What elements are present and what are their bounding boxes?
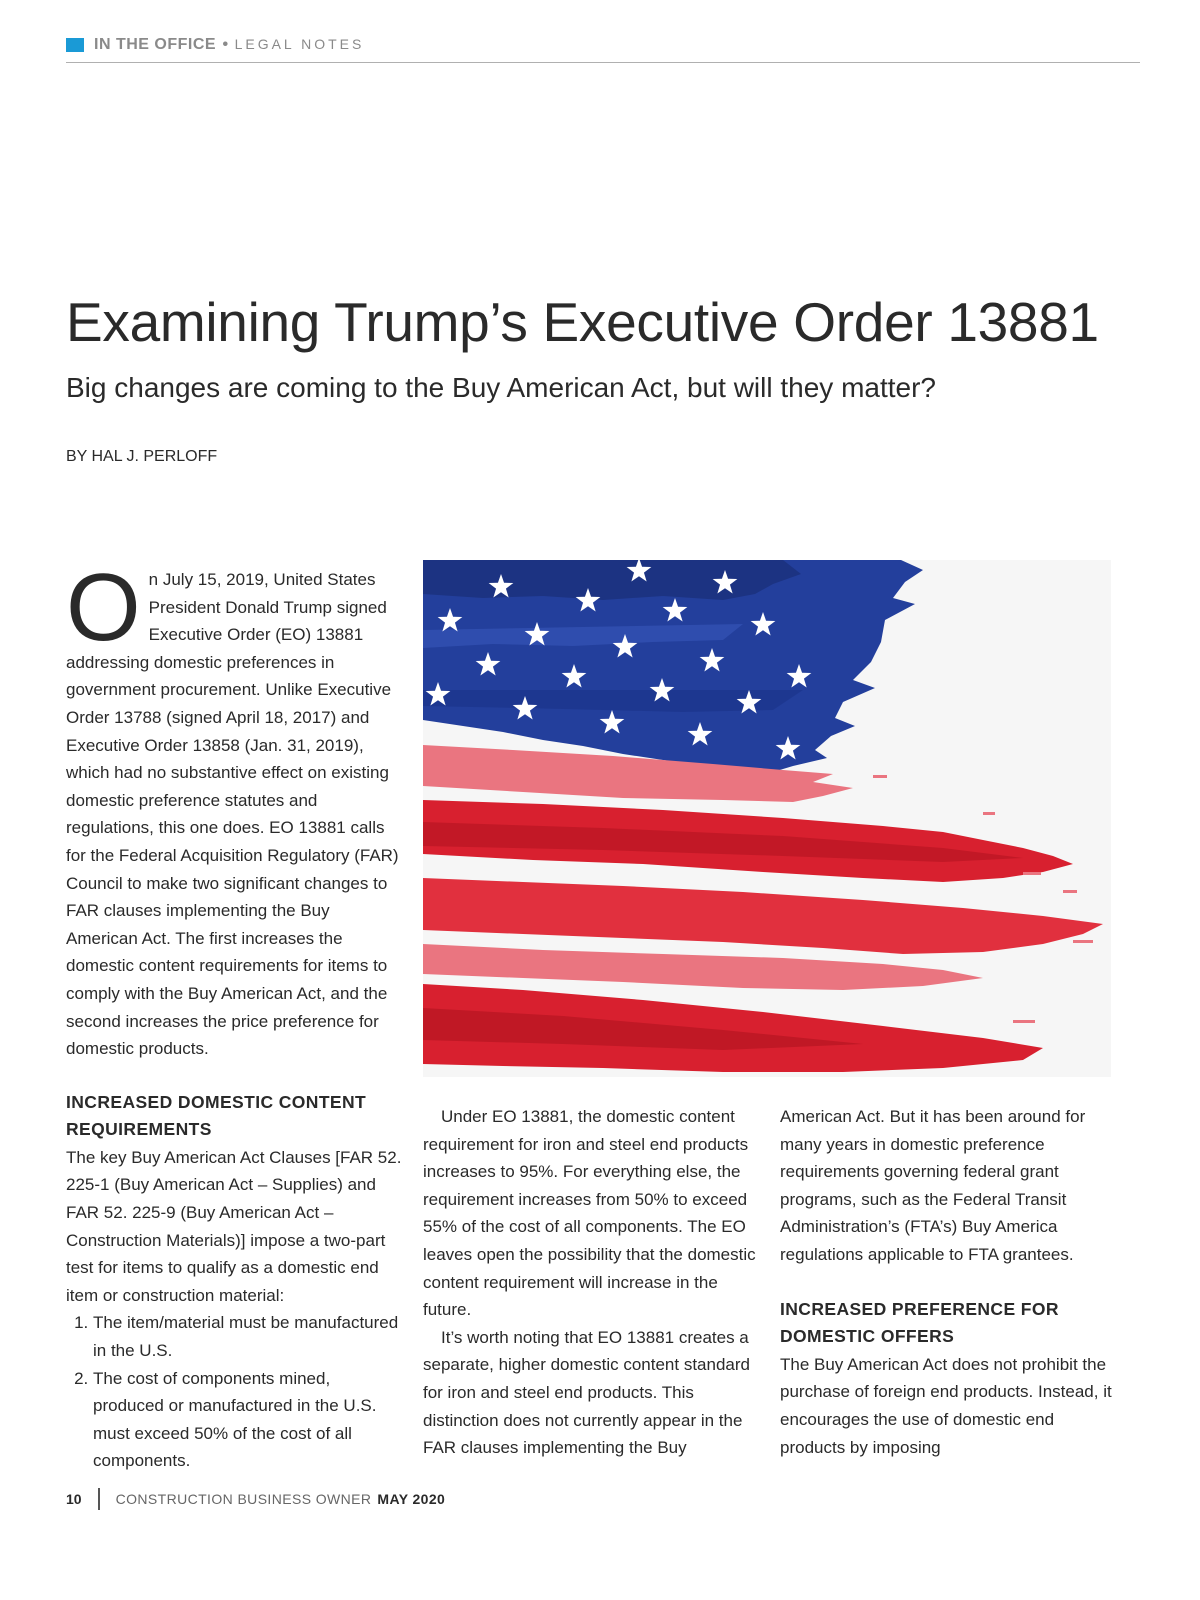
header-divider: [66, 62, 1140, 63]
body-paragraph: American Act. But it has been around for many years in domestic preference requirements governing federal grant programs, such as the Federal Transit Administration’s (FTA’s) Buy America regulations applicable to FTA grantees.: [780, 1107, 1086, 1264]
issue-date: MAY 2020: [377, 1491, 446, 1507]
requirements-list: [66, 1309, 402, 1475]
section-separator: •: [222, 36, 229, 53]
magazine-name: CONSTRUCTION BUSINESS OWNER: [115, 1491, 372, 1507]
column-3: [780, 1103, 1116, 1461]
intro-paragraph: [66, 554, 402, 1063]
subhead-preference: INCREASED PREFERENCE FOR DOMESTIC OFFERS: [780, 1298, 1059, 1347]
article-subtitle: Big changes are coming to the Buy American Act, but will they matter?: [66, 372, 936, 403]
section1-paragraph: The key Buy American Act Clauses [FAR 52. 225-1 (Buy American Act – Supplies) and FAR 52. 225-9 (Buy American Act – Construction Materials)] impose a two-part test for items to qualify as a domestic end item or construction material:: [66, 1147, 402, 1305]
body-paragraph: It’s worth noting that EO 13881 creates a separate, higher domestic content standard for iron and steel end products. This distinction does not currently appear in the FAR clauses implementing the Buy: [423, 1327, 750, 1458]
body-paragraph: Under EO 13881, the domestic content requirement for iron and steel end products increases to 95%. For everything else, the requirement increases from 50% to exceed 55% of the cost of all components. The EO leaves open the possibility that the domestic content requirement will increase in the future.: [423, 1107, 756, 1320]
body-paragraph: The Buy American Act does not prohibit the purchase of foreign end products. Instead, it encourages the use of domestic end products by imposing: [780, 1354, 1112, 1457]
subhead-domestic-content: INCREASED DOMESTIC CONTENT REQUIREMENTS: [66, 1091, 367, 1140]
byline: BY HAL J. PERLOFF: [66, 448, 218, 465]
column-1: [66, 554, 402, 1475]
footer-divider: [98, 1488, 100, 1510]
section-name: IN THE OFFICE: [94, 36, 217, 53]
column-2: [423, 1103, 759, 1462]
flag-stripe: [423, 878, 1103, 954]
intro-text: n July 15, 2019, United States President Donald Trump signed Executive Order (EO) 13881 addressing domestic preferences in government procurement. Unlike Executive Order 13788 (signed April 18, 2017) and Executive Order 13858 (Jan. 31, 2019), which had no substantive effect on existing domestic preference statutes and regulations, this one does. EO 13881 calls for the Federal Acquisition Regulatory (FAR) Council to make two significant changes to FAR clauses implementing the Buy American Act. The first increases the domestic content requirements for items to comply with the Buy American Act, and the second increases the price preference for domestic products.: [66, 570, 399, 1059]
section-label: [94, 36, 364, 54]
drop-cap: O: [66, 554, 141, 661]
list-item: 1. The item/material must be manufactured in the U.S.: [93, 1309, 402, 1364]
page-number: 10: [66, 1491, 82, 1507]
subsection-name: LEGAL NOTES: [234, 36, 365, 52]
article-title: Examining Trump’s Executive Order 13881: [66, 291, 1099, 353]
flag-artwork: [423, 560, 1111, 1077]
section-header: [66, 38, 1140, 62]
american-flag-illustration: [423, 560, 1111, 1077]
list-item: 2. The cost of components mined, produced or manufactured in the U.S. must exceed 50% of the cost of all components.: [93, 1365, 402, 1475]
page-footer: [66, 1488, 445, 1510]
section-color-marker: [66, 38, 84, 52]
